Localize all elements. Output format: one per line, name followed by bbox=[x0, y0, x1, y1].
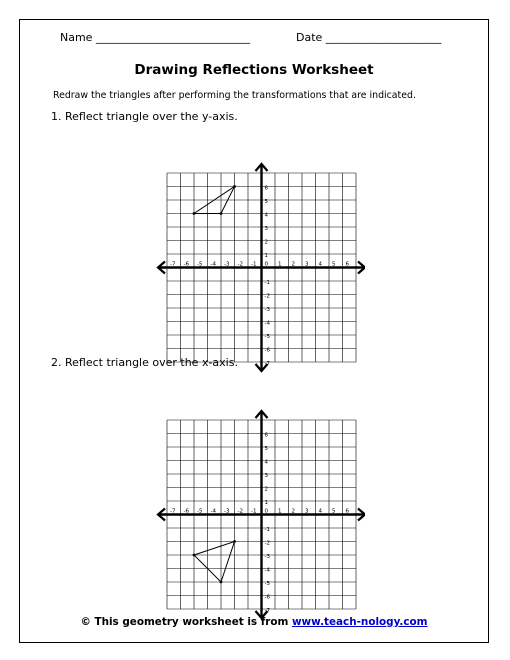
y-tick-label: -4 bbox=[264, 567, 270, 574]
triangle-vertex bbox=[193, 212, 196, 215]
coordinate-grid-1 bbox=[147, 153, 365, 373]
y-tick-label: -2 bbox=[264, 540, 270, 547]
triangle bbox=[194, 542, 235, 583]
triangle-vertex bbox=[233, 185, 236, 188]
y-tick-label: 2 bbox=[264, 239, 268, 246]
y-tick-label: -3 bbox=[264, 554, 270, 560]
x-tick-label: -4 bbox=[210, 508, 216, 515]
y-tick-label: -6 bbox=[264, 594, 270, 601]
y-tick-label: 6 bbox=[264, 432, 268, 439]
problem-2-label: 2. Reflect triangle over the x-axis. bbox=[51, 356, 238, 369]
x-tick-label: 3 bbox=[305, 508, 309, 515]
x-tick-label: 5 bbox=[332, 508, 336, 515]
footer-text: © This geometry worksheet is from bbox=[80, 616, 292, 628]
y-tick-label: 6 bbox=[264, 185, 268, 192]
x-tick-label: 4 bbox=[318, 261, 322, 268]
x-tick-label: -2 bbox=[237, 508, 243, 515]
x-tick-label: 6 bbox=[345, 261, 349, 268]
date-field-line: Date _____________________ bbox=[296, 31, 442, 44]
x-tick-label: 2 bbox=[291, 508, 295, 515]
y-tick-label: -6 bbox=[264, 347, 270, 354]
y-tick-label: 3 bbox=[264, 473, 268, 479]
x-tick-label: 0 bbox=[264, 508, 268, 515]
x-tick-label: 5 bbox=[332, 261, 336, 268]
problem-1-label: 1. Reflect triangle over the y-axis. bbox=[51, 110, 238, 123]
coordinate-grid-2 bbox=[147, 400, 365, 620]
footer-link[interactable]: www.teach-nology.com bbox=[291, 616, 428, 628]
x-tick-label: 2 bbox=[291, 261, 295, 268]
y-tick-label: 5 bbox=[264, 199, 268, 205]
worksheet-title: Drawing Reflections Worksheet bbox=[134, 62, 374, 78]
x-tick-label: -7 bbox=[170, 261, 176, 268]
x-tick-label: 0 bbox=[264, 261, 268, 268]
y-tick-label: -5 bbox=[264, 581, 270, 587]
x-tick-label: 4 bbox=[318, 508, 322, 515]
x-tick-label: -6 bbox=[183, 261, 189, 268]
x-tick-label: 1 bbox=[278, 508, 282, 515]
y-tick-label: -4 bbox=[264, 320, 270, 327]
triangle-vertex bbox=[220, 212, 223, 215]
x-tick-label: 1 bbox=[278, 261, 282, 268]
worksheet-page bbox=[19, 19, 489, 643]
x-tick-label: -3 bbox=[224, 261, 230, 268]
triangle-vertex bbox=[233, 540, 236, 543]
x-tick-label: -3 bbox=[224, 508, 230, 515]
triangle-vertex bbox=[193, 554, 196, 557]
y-tick-label: 2 bbox=[264, 486, 268, 493]
x-tick-label: -5 bbox=[197, 261, 203, 268]
x-tick-label: -5 bbox=[197, 508, 203, 515]
y-tick-label: 3 bbox=[264, 226, 268, 232]
instructions: Redraw the triangles after performing the transformations that are indicated. bbox=[53, 90, 416, 101]
x-tick-label: -1 bbox=[251, 508, 257, 515]
y-tick-label: -2 bbox=[264, 293, 270, 300]
x-tick-label: 3 bbox=[305, 261, 309, 268]
y-tick-label: 4 bbox=[264, 212, 268, 219]
x-tick-label: 6 bbox=[345, 508, 349, 515]
y-tick-label: -7 bbox=[264, 608, 270, 614]
x-tick-label: -2 bbox=[237, 261, 243, 268]
y-tick-label: -5 bbox=[264, 334, 270, 340]
y-tick-label: -1 bbox=[264, 280, 270, 286]
x-tick-label: -6 bbox=[183, 508, 189, 515]
y-tick-label: 5 bbox=[264, 446, 268, 452]
footer-credit bbox=[20, 616, 488, 628]
y-tick-label: -1 bbox=[264, 527, 270, 533]
y-tick-label: -3 bbox=[264, 307, 270, 313]
y-tick-label: 1 bbox=[264, 500, 268, 506]
x-tick-label: -4 bbox=[210, 261, 216, 268]
y-tick-label: 4 bbox=[264, 459, 268, 466]
y-tick-label: -7 bbox=[264, 361, 270, 367]
x-tick-label: -1 bbox=[251, 261, 257, 268]
y-tick-label: 1 bbox=[264, 253, 268, 259]
triangle-vertex bbox=[220, 581, 223, 584]
name-field-line: Name ____________________________ bbox=[60, 31, 250, 44]
x-tick-label: -7 bbox=[170, 508, 176, 515]
